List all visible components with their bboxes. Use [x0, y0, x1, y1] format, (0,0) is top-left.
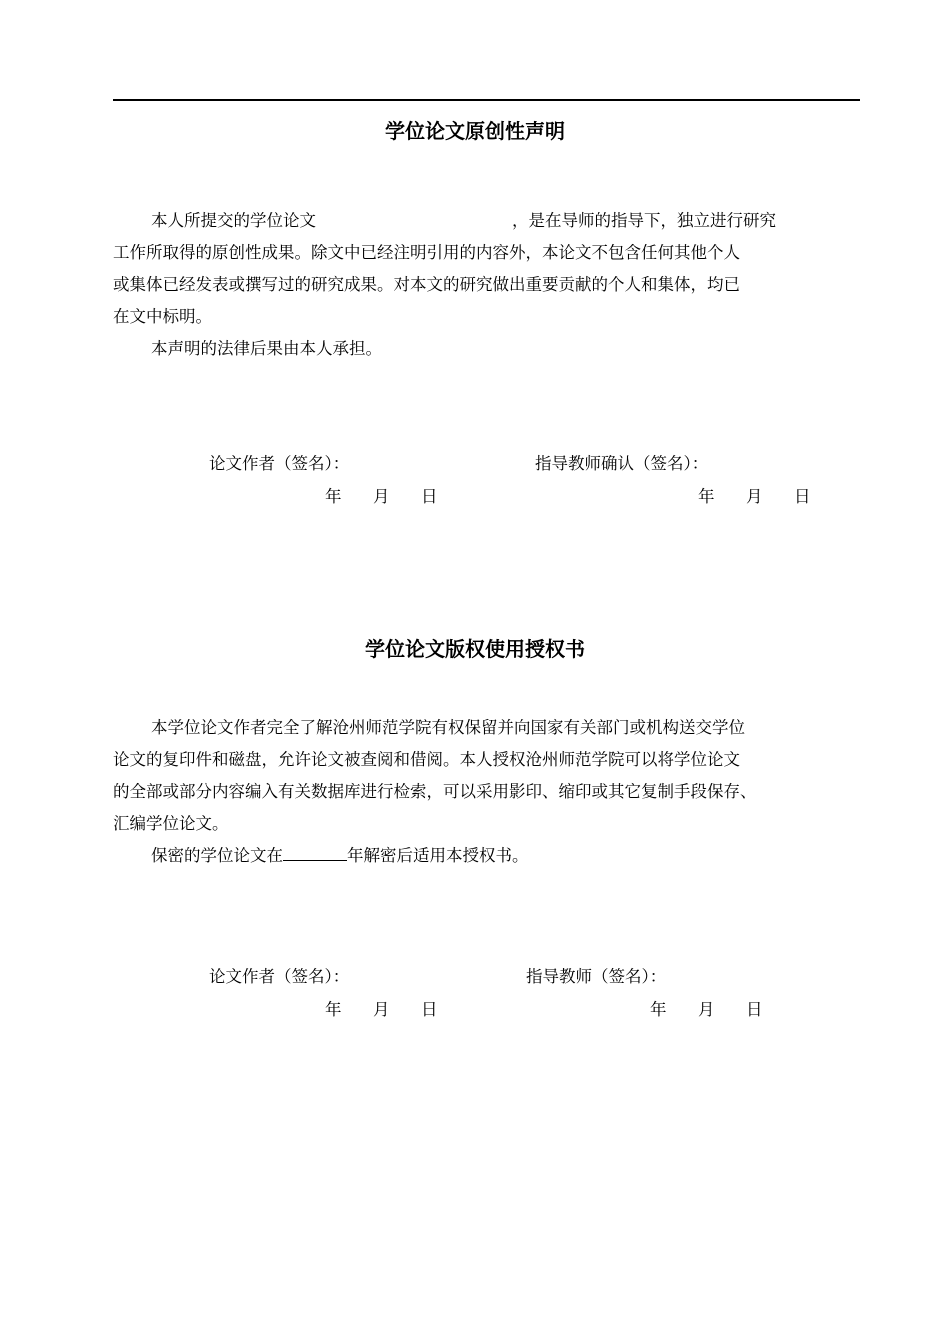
- declaration-advisor-day: 日: [794, 487, 811, 506]
- declaration-author-year: 年: [325, 487, 342, 506]
- declaration-line-1-start: 本人所提交的学位论文: [151, 211, 316, 230]
- authorization-author-year: 年: [325, 1000, 342, 1019]
- authorization-line-2: 论文的复印件和磁盘，允许论文被查阅和借阅。本人授权沧州师范学院可以将学位论文: [113, 750, 740, 769]
- header-rule: [113, 99, 860, 101]
- confidential-years-blank: [283, 842, 347, 861]
- declaration-dates: [0, 485, 950, 509]
- declaration-advisor-year: 年: [698, 487, 715, 506]
- authorization-author-month: 月: [373, 1000, 390, 1019]
- confidential-text-start: 保密的学位论文在: [151, 846, 283, 865]
- declaration-line-5: 本声明的法律后果由本人承担。: [151, 339, 382, 358]
- authorization-dates: [0, 998, 950, 1022]
- authorization-author-sign-label: 论文作者（签名）：: [209, 967, 350, 986]
- authorization-author-day: 日: [421, 1000, 438, 1019]
- authorization-advisor-sign-label: 指导教师（签名）：: [526, 967, 667, 986]
- authorization-line-3: 的全部或部分内容编入有关数据库进行检索，可以采用影印、缩印或其它复制手段保存、: [113, 782, 757, 801]
- declaration-line-1: [113, 205, 873, 237]
- declaration-line-2: 工作所取得的原创性成果。除文中已经注明引用的内容外，本论文不包含任何其他个人: [113, 243, 740, 262]
- declaration-line-1-end: ，是在导师的指导下，独立进行研究: [512, 211, 776, 230]
- declaration-line-4: 在文中标明。: [113, 307, 212, 326]
- authorization-paragraph: [113, 712, 873, 872]
- declaration-author-day: 日: [421, 487, 438, 506]
- declaration-paragraph: [113, 205, 873, 365]
- declaration-advisor-sign-label: 指导教师确认（签名）：: [535, 454, 709, 473]
- authorization-advisor-month: 月: [698, 1000, 715, 1019]
- authorization-line-1: 本学位论文作者完全了解沧州师范学院有权保留并向国家有关部门或机构送交学位: [151, 718, 745, 737]
- declaration-line-3: 或集体已经发表或撰写过的研究成果。对本文的研究做出重要贡献的个人和集体，均已: [113, 275, 740, 294]
- authorization-advisor-day: 日: [746, 1000, 763, 1019]
- authorization-advisor-year: 年: [650, 1000, 667, 1019]
- declaration-advisor-month: 月: [746, 487, 763, 506]
- authorization-title: 学位论文版权使用授权书: [365, 637, 585, 661]
- declaration-author-month: 月: [373, 487, 390, 506]
- declaration-author-sign-label: 论文作者（签名）：: [209, 454, 350, 473]
- authorization-line-5: [113, 840, 873, 872]
- confidential-text-end: 年解密后适用本授权书。: [347, 846, 529, 865]
- declaration-title: 学位论文原创性声明: [385, 119, 565, 143]
- authorization-line-4: 汇编学位论文。: [113, 814, 229, 833]
